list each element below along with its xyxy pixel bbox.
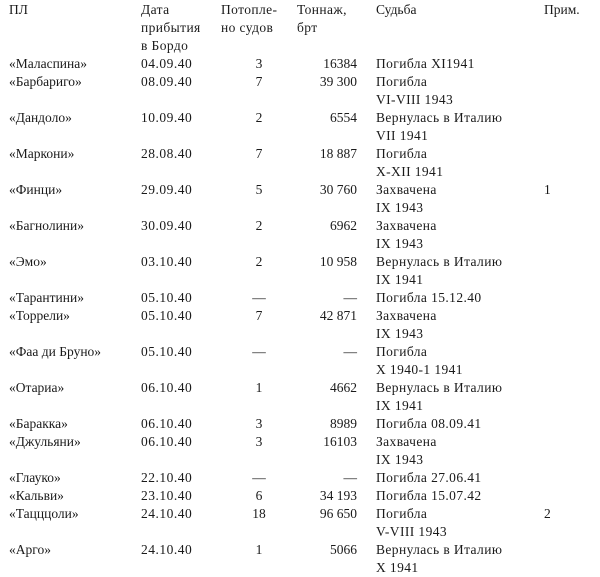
ships-sunk: 7 [255,74,263,89]
table-row [0,433,600,469]
fate [376,469,526,487]
tonnage: 5066 [330,542,357,557]
ships-sunk: 3 [255,56,263,71]
ships-sunk: 3 [255,434,263,449]
arrival-date: 08.09.40 [141,74,193,89]
header-tonnage-line: брт [297,20,318,35]
header-tonnage-line: Тоннаж, [297,2,347,17]
header-sub: ПЛ [9,2,28,17]
fate-line: IX 1941 [376,398,424,413]
sub-name: «Финци» [9,182,63,197]
fate-line: X-XII 1941 [376,164,444,179]
tonnage: 6962 [330,218,357,233]
note [526,379,600,415]
header-sunk-line: Потопле- [221,2,278,17]
table-row [0,343,600,379]
arrival-date: 24.10.40 [141,542,193,557]
note [526,487,600,505]
fate [376,343,526,379]
fate [376,379,526,415]
fate-line: Погибла 15.12.40 [376,290,482,305]
table-row [0,379,600,415]
header-fate: Судьба [376,2,417,17]
sub-name: «Арго» [9,542,51,557]
table-row [0,217,600,253]
ships-sunk: 3 [255,416,263,431]
fate [376,289,526,307]
note [526,109,600,145]
note [526,469,600,487]
fate [376,181,526,217]
table-row [0,253,600,289]
ships-sunk: — [252,470,266,485]
fate-line: Вернулась в Италию [376,110,503,125]
table-row [0,109,600,145]
sub-name: «Кальви» [9,488,64,503]
fate [376,541,526,577]
fate-line: Погибла [376,344,428,359]
ships-sunk: 2 [255,218,263,233]
fate-line: Погибла [376,506,428,521]
table-row [0,55,600,73]
sub-name: «Дандоло» [9,110,72,125]
table-row [0,415,600,433]
fate-line: Захвачена [376,434,437,449]
ships-sunk: 18 [252,506,266,521]
tonnage: 96 650 [319,506,357,521]
tonnage: — [343,344,357,359]
table-row [0,469,600,487]
sub-name: «Эмо» [9,254,47,269]
note [526,217,600,253]
tonnage: 16103 [323,434,357,449]
fate [376,307,526,343]
fate-line: Вернулась в Италию [376,380,503,395]
sub-name: «Тарантини» [9,290,84,305]
arrival-date: 22.10.40 [141,470,193,485]
tonnage: 4662 [330,380,357,395]
arrival-date: 06.10.40 [141,380,193,395]
table-row [0,307,600,343]
arrival-date: 03.10.40 [141,254,193,269]
fate-line: X 1940-1 1941 [376,362,463,377]
header-date-line: Дата [141,2,170,17]
sub-name: «Баракка» [9,416,68,431]
arrival-date: 23.10.40 [141,488,193,503]
tonnage: 6554 [330,110,357,125]
fate-line: Вернулась в Италию [376,254,503,269]
fate-line: Погибла 08.09.41 [376,416,482,431]
fate-line: VII 1941 [376,128,429,143]
header-sunk [221,1,297,55]
note [526,307,600,343]
header-date [141,1,221,55]
arrival-date: 06.10.40 [141,434,193,449]
tonnage: 42 871 [319,308,357,323]
ships-sunk: 2 [255,110,263,125]
tonnage: 39 300 [319,74,357,89]
fate-line: Погибла [376,74,428,89]
note [526,415,600,433]
fate-line: IX 1941 [376,272,424,287]
tonnage: — [343,290,357,305]
table-body [0,55,600,577]
sub-name: «Джульяни» [9,434,81,449]
fate-line: IX 1943 [376,452,424,467]
sub-name: «Глауко» [9,470,61,485]
arrival-date: 05.10.40 [141,290,193,305]
table-row [0,181,600,217]
ships-sunk: 5 [255,182,263,197]
ships-sunk: 6 [255,488,263,503]
ships-sunk: 1 [255,380,263,395]
table-row [0,505,600,541]
table-row [0,487,600,505]
sub-name: «Барбариго» [9,74,82,89]
tonnage: 16384 [323,56,357,71]
table-row [0,289,600,307]
submarine-table [0,1,600,577]
table-header [0,1,600,55]
fate [376,253,526,289]
arrival-date: 24.10.40 [141,506,193,521]
fate-line: Погибла 27.06.41 [376,470,482,485]
note [526,253,600,289]
note [526,343,600,379]
header-sunk-line: но судов [221,20,274,35]
fate-line: IX 1943 [376,236,424,251]
table-row [0,145,600,181]
fate [376,73,526,109]
sub-name: «Торрели» [9,308,70,323]
fate [376,55,526,73]
tonnage: 30 760 [319,182,357,197]
arrival-date: 29.09.40 [141,182,193,197]
fate-line: Погибла 15.07.42 [376,488,482,503]
tonnage: 34 193 [319,488,357,503]
note: 2 [544,506,551,521]
note [526,289,600,307]
sub-name: «Отариа» [9,380,65,395]
fate-line: Вернулась в Италию [376,542,503,557]
ships-sunk: 7 [255,308,263,323]
header-tonnage [297,1,376,55]
sub-name: «Маласпина» [9,56,88,71]
note [526,55,600,73]
fate-line: X 1941 [376,560,419,575]
arrival-date: 06.10.40 [141,416,193,431]
tonnage: 8989 [330,416,357,431]
fate-line: Погибла [376,146,428,161]
fate-line: IX 1943 [376,326,424,341]
fate-line: Захвачена [376,182,437,197]
arrival-date: 10.09.40 [141,110,193,125]
fate [376,487,526,505]
tonnage: 10 958 [319,254,357,269]
fate-line: V-VIII 1943 [376,524,448,539]
ships-sunk: 7 [255,146,263,161]
fate-line: VI-VIII 1943 [376,92,454,107]
ships-sunk: — [252,290,266,305]
fate [376,217,526,253]
sub-name: «Маркони» [9,146,75,161]
table-row [0,541,600,577]
arrival-date: 28.08.40 [141,146,193,161]
ships-sunk: 2 [255,254,263,269]
fate [376,109,526,145]
fate [376,145,526,181]
sub-name: «Тацццоли» [9,506,79,521]
note [526,73,600,109]
header-date-line: прибытия [141,20,201,35]
fate [376,505,526,541]
arrival-date: 05.10.40 [141,344,193,359]
note [526,541,600,577]
header-note: Прим. [544,2,580,17]
fate-line: Погибла XI1941 [376,56,475,71]
arrival-date: 30.09.40 [141,218,193,233]
note: 1 [544,182,551,197]
header-date-line: в Бордо [141,38,189,53]
table-row [0,73,600,109]
tonnage: — [343,470,357,485]
note [526,433,600,469]
sub-name: «Багнолини» [9,218,84,233]
arrival-date: 04.09.40 [141,56,193,71]
fate [376,433,526,469]
fate-line: Захвачена [376,218,437,233]
sub-name: «Фаа ди Бруно» [9,344,102,359]
fate-line: IX 1943 [376,200,424,215]
note [526,145,600,181]
tonnage: 18 887 [319,146,357,161]
fate-line: Захвачена [376,308,437,323]
arrival-date: 05.10.40 [141,308,193,323]
fate [376,415,526,433]
ships-sunk: 1 [255,542,263,557]
ships-sunk: — [252,344,266,359]
